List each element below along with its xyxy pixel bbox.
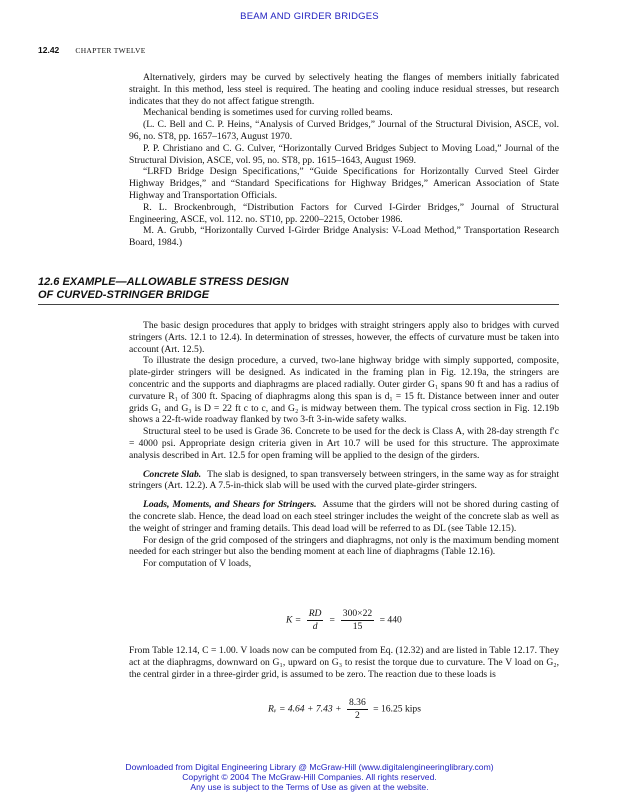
paragraph-text: The slab is designed, to span transversely between stringers, in the same way as for straight stringers (Art. 12.2). A 7.5-in-thick slab will be used with the curved plate-girder stringers. [129, 468, 559, 492]
fraction-denominator: d [312, 621, 318, 632]
section-heading-line: 12.6 EXAMPLE—ALLOWABLE STRESS DESIGN [38, 276, 289, 288]
paragraph: For design of the grid composed of the stringers and diaphragms, not only is the maximum bending moment needed for each stringer but also the bending moment at each line of diaphragms (Table 12.16). [129, 534, 559, 558]
reference-entry: M. A. Grubb, “Horizontally Curved I-Girder Bridge Analysis: V-Load Method,” Transportation Research Board, 1984.) [129, 225, 559, 249]
fraction-denominator: 15 [352, 621, 363, 632]
equation-reaction [268, 697, 421, 722]
page-number: 12.42 [38, 45, 60, 55]
equation-k [286, 608, 402, 633]
paragraph-loads [129, 499, 559, 534]
chapter-label: CHAPTER TWELVE [75, 46, 146, 55]
paragraph: Alternatively, girders may be curved by selectively heating the flanges of members initially fabricated straight. In this method, less steel is required. The heating and cooling induce residual stresses, but research indicates that they do not affect fatigue strength. [129, 72, 559, 107]
reference-entry: R. L. Brockenbrough, “Distribution Factors for Curved I-Girder Bridges,” Journal of Structural Engineering, ASCE, vol. 112. no. ST10, pp. 2200–2215, October 1986. [129, 201, 559, 225]
fraction [341, 608, 374, 633]
footer-line: Any use is subject to the Terms of Use as given at the website. [190, 782, 429, 792]
run-in-heading: Loads, Moments, and Shears for Stringers. [143, 499, 317, 511]
equation-rhs: = 440 [379, 614, 402, 626]
paragraph-text: Assume that the girders will not be shored during casting of the concrete slab. Hence, the dead load on each steel stringer includes the weight of the concrete slab as well as the weight of stringer and framing details. This dead load will be referred to as DL (see Table 12.15). [129, 499, 559, 534]
running-head [38, 45, 146, 55]
equation-rhs: = 16.25 kips [373, 703, 421, 715]
fraction-denominator: 2 [354, 710, 360, 721]
paragraph: To illustrate the design procedure, a curved, two-lane highway bridge with simply supported, composite, plate-girder stringers will be designed. As indicated in the framing plan in Fig. 12.19a, the stringers are concentric and the supports and diaphragms are placed radially. Outer girder G₁ spans 90 ft and has a radius of curvature R₁ of 300 ft. Spacing of diaphragms along this span is d₁ = 15 ft. Distance between inner and outer grids G₁ and G₃ is D = 22 ft c to c, and G₂ is midway between them. The typical cross section in Fig. 12.19b shows a 22-ft-wide roadway flanked by two 3-ft 3-in-wide safety walks. [129, 355, 559, 426]
equation-lhs: Rᵥ = 4.64 + 7.43 + [268, 703, 342, 715]
run-in-heading: Concrete Slab. [143, 468, 202, 480]
footer-line[interactable]: Downloaded from Digital Engineering Library @ McGraw-Hill (www.digitalengineeringlibrary.com) [125, 762, 494, 772]
paragraph-concrete-slab [129, 469, 559, 493]
section-heading-line: OF CURVED-STRINGER BRIDGE [38, 289, 210, 301]
equals-sign: = [328, 614, 336, 626]
paragraph-v-loads [129, 645, 559, 680]
fraction [347, 697, 368, 722]
section-body [129, 320, 559, 570]
fraction [307, 608, 324, 633]
references-block [129, 72, 559, 249]
paragraph: From Table 12.14, C = 1.00. V loads now can be computed from Eq. (12.32) and are listed in Table 12.17. They act at the diaphragms, downward on G₁, upward on G₃ to resist the torque due to curvature. The V load on G₂, the central girder in a three-girder grid, is assumed to be zero. The reaction due to these loads is [129, 645, 559, 680]
paragraph: For computation of V loads, [143, 558, 252, 570]
fraction-numerator: 8.36 [348, 697, 366, 708]
reference-entry: (L. C. Bell and C. P. Heins, “Analysis of Curved Bridges,” Journal of the Structural Division, ASCE, vol. 96, no. ST8, pp. 1657–1673, August 1970. [129, 119, 559, 142]
paragraph: The basic design procedures that apply to bridges with straight stringers apply also to bridges with curved stringers (Arts. 12.1 to 12.4). In determination of stresses, however, the effects of curvature must be taken into account (Art. 12.5). [129, 320, 559, 355]
reference-entry: P. P. Christiano and C. G. Culver, “Horizontally Curved Bridges Subject to Moving Load,” Journal of the Structural Division, ASCE, vol. 95, no. ST8, pp. 1615–1643, August 1969. [129, 142, 559, 166]
equation-lhs: K = [286, 614, 302, 626]
download-footer [0, 762, 619, 792]
fraction-numerator: 300×22 [342, 608, 373, 619]
reference-entry: “LRFD Bridge Design Specifications,” “Guide Specifications for Horizontally Curved Steel Girder Highway Bridges,” and “Standard Specifications for Highway Bridges,” American Association of State Highway and Transportation Officials. [129, 166, 559, 201]
fraction-numerator: RD [308, 608, 322, 619]
paragraph: Mechanical bending is sometimes used for curving rolled beams. [143, 107, 393, 119]
footer-line: Copyright © 2004 The McGraw-Hill Companies. All rights reserved. [182, 772, 437, 782]
section-heading [38, 276, 559, 305]
paragraph: Structural steel to be used is Grade 36. Concrete to be used for the deck is Class A, with 28-day strength f′c = 4000 psi. Appropriate design criteria given in Art 10.7 will be used for this structure. The approximate analysis described in Art. 12.5 for open framing will be applied to the design of the girders. [129, 426, 559, 461]
running-banner: BEAM AND GIRDER BRIDGES [240, 11, 379, 22]
